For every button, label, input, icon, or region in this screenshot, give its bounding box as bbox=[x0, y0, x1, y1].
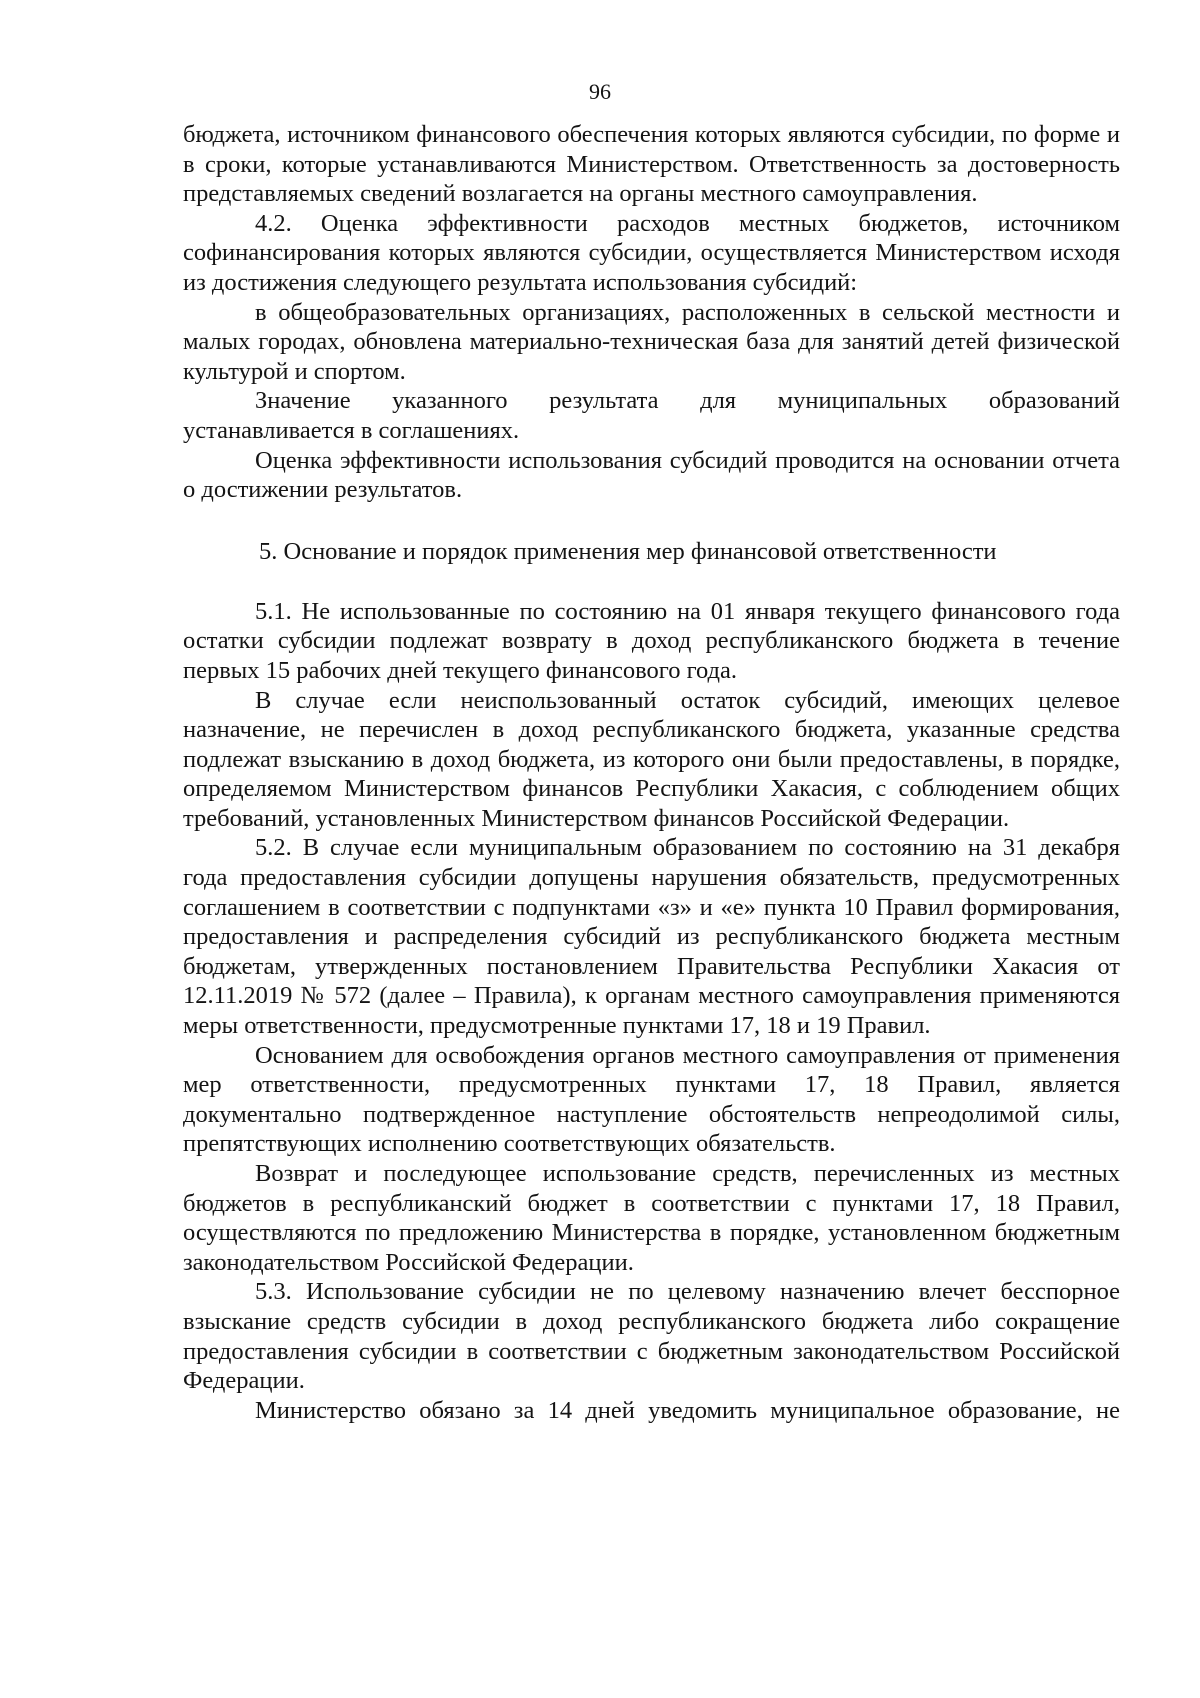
document-body bbox=[183, 120, 1120, 1425]
paragraph-5-1: 5.1. Не использованные по состоянию на 01 января текущего финансового года остатки субсидии подлежат возврату в доход республиканского бюджета в течение первых 15 рабочих дней текущего финансового года. bbox=[183, 597, 1120, 684]
section-heading-5: 5. Основание и порядок применения мер финансовой ответственности bbox=[259, 537, 997, 565]
paragraph-result-value: Значение указанного результата для муниципальных образований устанавливается в соглашениях. bbox=[183, 387, 1120, 444]
paragraph-exemption: Основанием для освобождения органов местного самоуправления от применения мер ответственности, предусмотренных пунктами 17, 18 Правил, является документально подтвержденное наступление обстоятельств непреодолимой силы, препятствующих исполнению соответствующих обязательств. bbox=[183, 1041, 1120, 1158]
paragraph-evaluation: Оценка эффективности использования субсидий проводится на основании отчета о достижении результатов. bbox=[183, 446, 1120, 504]
paragraph-4-2: 4.2. Оценка эффективности расходов местных бюджетов, источником софинансирования которых являются субсидии, осуществляется Министерством исходя из достижения следующего результата использования субсидий: bbox=[183, 209, 1120, 296]
page-number: 96 bbox=[589, 79, 611, 104]
paragraph-5-2: 5.2. В случае если муниципальным образованием по состоянию на 31 декабря года предоставления субсидии допущены нарушения обязательств, предусмотренных соглашением в соответствии с подпунктами «з» и «е» пункта 10 Правил формирования, предоставления и распределения субсидий из республиканского бюджета местным бюджетам, утвержденных постановлением Правительства Республики Хакасия от 12.11.2019 № 572 (далее – Правила), к органам местного самоуправления применяются меры ответственности, предусмотренные пунктами 17, 18 и 19 Правил. bbox=[183, 834, 1120, 1040]
paragraph-result: в общеобразовательных организациях, расположенных в сельской местности и малых городах, обновлена материально-техническая база для занятий детей физической культурой и спортом. bbox=[183, 298, 1120, 385]
paragraph-return: Возврат и последующее использование средств, перечисленных из местных бюджетов в республиканский бюджет в соответствии с пунктами 17, 18 Правил, осуществляются по предложению Министерства в порядке, установленном бюджетным законодательством Российской Федерации. bbox=[183, 1160, 1120, 1276]
paragraph-5-3: 5.3. Использование субсидии не по целевому назначению влечет бесспорное взыскание средств субсидии в доход республиканского бюджета либо сокращение предоставления субсидии в соответствии с бюджетным законодательством Российской Федерации. bbox=[183, 1278, 1120, 1395]
paragraph-unused-balance: В случае если неиспользованный остаток субсидий, имеющих целевое назначение, не перечислен в доход республиканского бюджета, указанные средства подлежат взысканию в доход бюджета, из которого они были предоставлены, в порядке, определяемом Министерством финансов Республики Хакасия, с соблюдением общих требований, установленных Министерством финансов Российской Федерации. bbox=[183, 686, 1120, 832]
paragraph-ministry-notice: Министерство обязано за 14 дней уведомить муниципальное образование, не bbox=[255, 1396, 1120, 1424]
paragraph-continuation: бюджета, источником финансового обеспечения которых являются субсидии, по форме и в сроки, которые устанавливаются Министерством. Ответственность за достоверность представляемых сведений возлагается на органы местного самоуправления. bbox=[183, 121, 1120, 208]
